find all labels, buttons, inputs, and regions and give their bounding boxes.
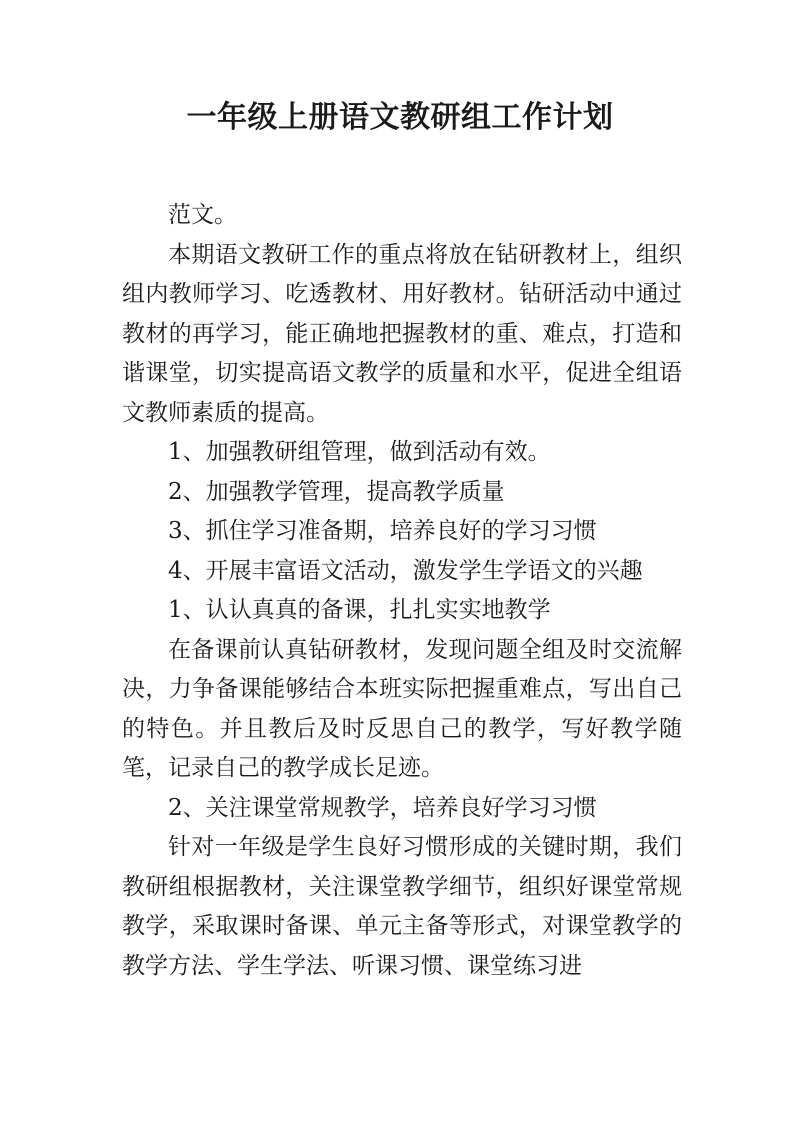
paragraph-overview: 本期语文教研工作的重点将放在钻研教材上，组织组内教师学习、吃透教材、用好教材。钻研活动中通过教材的再学习，能正确地把握教材的重、难点，打造和谐课堂，切实提高语文教学的质量和水平，促进全组语文教师素质的提高。 bbox=[122, 241, 682, 426]
section-heading-1: 1、认认真真的备课，扎扎实实地教学 bbox=[168, 597, 551, 623]
list-item-goal-1: 1、加强教研组管理，做到活动有效。 bbox=[168, 439, 551, 465]
document-body bbox=[122, 196, 682, 986]
section-heading-2: 2、关注课堂常规教学，培养良好学习习惯 bbox=[168, 794, 597, 821]
list-item-goal-3: 3、抓住学习准备期，培养良好的学习习惯 bbox=[168, 518, 597, 544]
document-title: 一年级上册语文教研组工作计划 bbox=[186, 100, 614, 135]
list-item-goal-4: 4、开展丰富语文活动，激发学生学语文的兴趣 bbox=[168, 557, 643, 584]
paragraph-lesson-prep: 在备课前认真钻研教材，发现问题全组及时交流解决，力争备课能够结合本班实际把握重难点，写出自己的特色。并且教后及时反思自己的教学，写好教学随笔，记录自己的教学成长足迹。 bbox=[122, 636, 682, 781]
paragraph-intro: 范文。 bbox=[168, 202, 237, 228]
list-item-goal-2: 2、加强教学管理，提高教学质量 bbox=[168, 478, 505, 505]
paragraph-classroom-routine: 针对一年级是学生良好习惯形成的关键时期，我们教研组根据教材，关注课堂教学细节，组织好课堂常规教学，采取课时备课、单元主备等形式，对课堂教学的教学方法、学生学法、听课习惯、课堂练习进 bbox=[122, 834, 682, 979]
